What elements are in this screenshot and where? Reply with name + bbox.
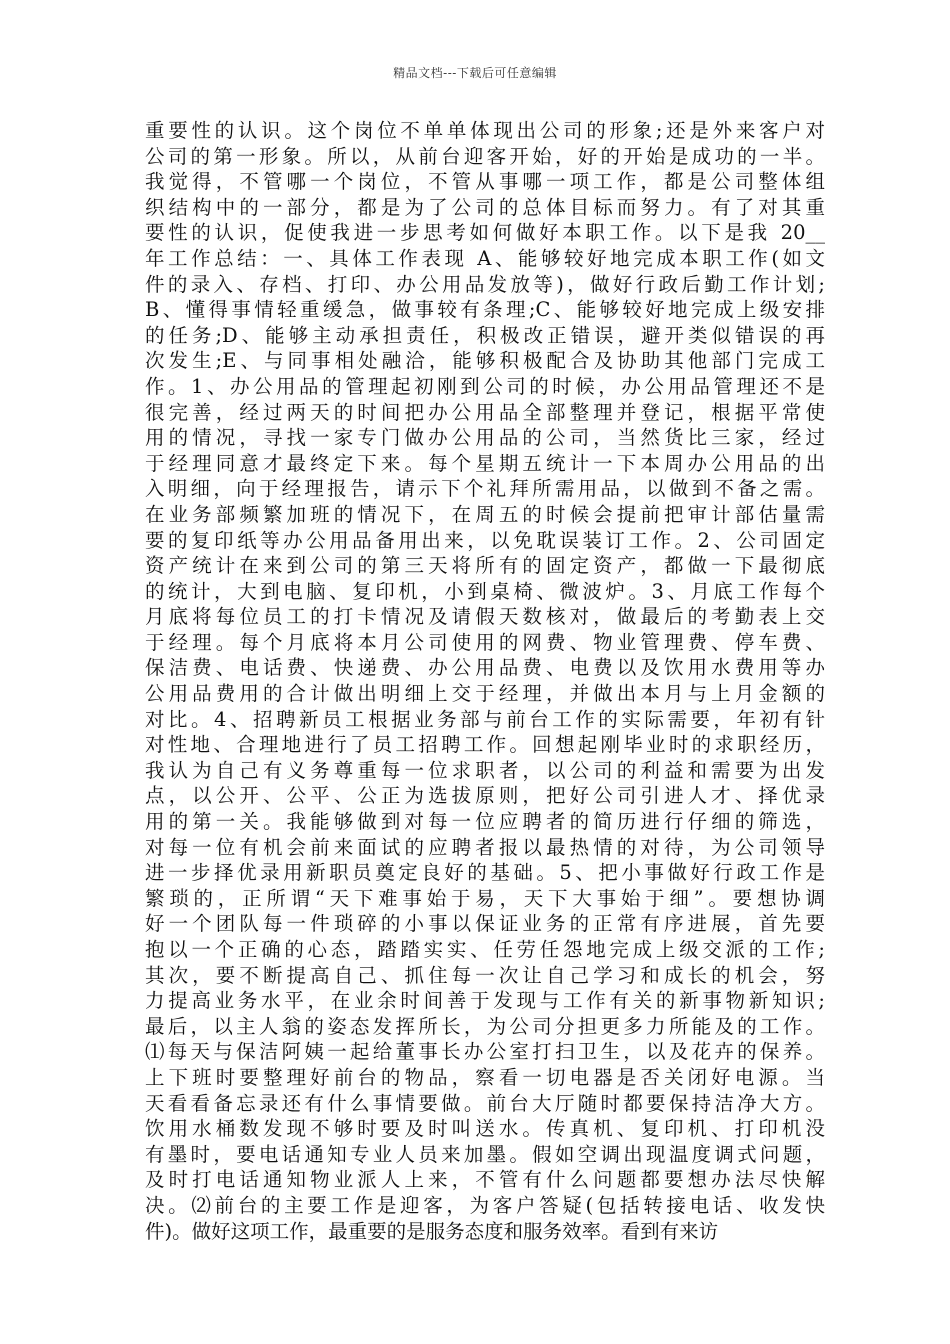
- text-line: 天看看备忘录还有什么事情要做。前台大厅随时都要保持洁净大方。: [145, 1091, 825, 1115]
- text-line: 作。1、办公用品的管理起初刚到公司的时候，办公用品管理还不是: [145, 374, 825, 398]
- text-line: 于经理同意才最终定下来。每个星期五统计一下本周办公用品的出: [145, 451, 825, 475]
- text-line: 繁琐的，正所谓“天下难事始于易，天下大事始于细”。要想协调: [145, 886, 825, 910]
- text-line: 饮用水桶数发现不够时要及时叫送水。传真机、复印机、打印机没: [145, 1117, 825, 1141]
- text-line: 保洁费、电话费、快递费、办公用品费、电费以及饮用水费用等办: [145, 656, 825, 680]
- text-line: 入明细，向于经理报告，请示下个礼拜所需用品，以做到不备之需。: [145, 477, 825, 501]
- text-line: 公用品费用的合计做出明细上交于经理，并做出本月与上月金额的: [145, 682, 825, 706]
- text-line: 件的录入、存档、打印、办公用品发放等)，做好行政后勤工作计划;: [145, 272, 825, 296]
- text-line: 决。⑵前台的主要工作是迎客，为客户答疑(包括转接电话、收发快: [145, 1193, 825, 1217]
- text-line: 资产统计在来到公司的第三天将所有的固定资产，都做一下最彻底: [145, 554, 825, 578]
- text-line: 于经理。每个月底将本月公司使用的网费、物业管理费、停车费、: [145, 630, 825, 654]
- text-line: 年工作总结：一、具体工作表现 A、能够较好地完成本职工作(如文: [145, 246, 825, 270]
- text-line: 对每一位有机会前来面试的应聘者报以最热情的对待，为公司领导: [145, 835, 825, 859]
- text-line: 要性的认识，促使我进一步思考如何做好本职工作。以下是我 20__: [145, 221, 825, 245]
- text-line: 进一步择优录用新职员奠定良好的基础。5、把小事做好行政工作是: [145, 861, 825, 885]
- text-line: 抱以一个正确的心态，踏踏实实、任劳任怨地完成上级交派的工作;: [145, 938, 825, 961]
- text-line: 及时打电话通知物业派人上来，不管有什么问题都要想办法尽快解: [145, 1168, 825, 1192]
- text-line: 的任务;D、能够主动承担责任，积极改正错误，避开类似错误的再: [145, 323, 825, 347]
- text-line: 其次，要不断提高自己、抓住每一次让自己学习和成长的机会，努: [145, 963, 825, 987]
- text-line: 用的情况，寻找一家专门做办公用品的公司，当然货比三家，经过: [145, 426, 825, 450]
- text-line: 有墨时，要电话通知专业人员来加墨。假如空调出现温度调式问题，: [145, 1142, 825, 1166]
- text-line: 对性地、合理地进行了员工招聘工作。回想起刚毕业时的求职经历，: [145, 733, 825, 757]
- text-line: 重要性的认识。这个岗位不单单体现出公司的形象;还是外来客户对: [145, 119, 825, 142]
- text-line: 公司的第一形象。所以，从前台迎客开始，好的开始是成功的一半。: [145, 144, 825, 168]
- text-line: 次发生;E、与同事相处融洽，能够积极配合及协助其他部门完成工: [145, 349, 825, 373]
- document-body: [145, 118, 825, 1244]
- text-line: 要的复印纸等办公用品备用出来，以免耽误装订工作。2、公司固定: [145, 528, 825, 552]
- text-line: 好一个团队每一件琐碎的小事以保证业务的正常有序进展，首先要: [145, 912, 825, 936]
- text-line: 很完善，经过两天的时间把办公用品全部整理并登记，根据平常使: [145, 400, 825, 424]
- text-line: 用的第一关。我能够做到对每一位应聘者的简历进行仔细的筛选，: [145, 810, 825, 834]
- text-line: ⑴每天与保洁阿姨一起给董事长办公室打扫卫生，以及花卉的保养。: [145, 1040, 825, 1064]
- text-line: 上下班时要整理好前台的物品，察看一切电器是否关闭好电源。当: [145, 1065, 825, 1089]
- text-line: 织结构中的一部分，都是为了公司的总体目标而努力。有了对其重: [145, 195, 825, 219]
- text-line: 对比。4、招聘新员工根据业务部与前台工作的实际需要，年初有针: [145, 707, 825, 731]
- text-line: 件)。做好这项工作，最重要的是服务态度和服务效率。看到有来访: [145, 1219, 719, 1243]
- text-line: B、懂得事情轻重缓急，做事较有条理;C、能够较好地完成上级安排: [145, 298, 825, 322]
- text-line: 最后，以主人翁的姿态发挥所长，为公司分担更多力所能及的工作。: [145, 1014, 825, 1038]
- text-line: 我觉得，不管哪一个岗位，不管从事哪一项工作，都是公司整体组: [145, 170, 825, 194]
- page-header: 精品文档---下载后可任意编辑: [393, 66, 557, 80]
- text-line: 月底将每位员工的打卡情况及请假天数核对，做最后的考勤表上交: [145, 605, 825, 629]
- text-line: 力提高业务水平，在业余时间善于发现与工作有关的新事物新知识;: [145, 989, 825, 1013]
- text-line: 我认为自己有义务尊重每一位求职者，以公司的利益和需要为出发: [145, 758, 825, 782]
- text-line: 的统计，大到电脑、复印机，小到桌椅、微波炉。3、月底工作每个: [145, 579, 825, 603]
- text-line: 在业务部频繁加班的情况下，在周五的时候会提前把审计部估量需: [145, 502, 825, 526]
- text-line: 点，以公开、公平、公正为选拔原则，把好公司引进人才、择优录: [145, 784, 825, 808]
